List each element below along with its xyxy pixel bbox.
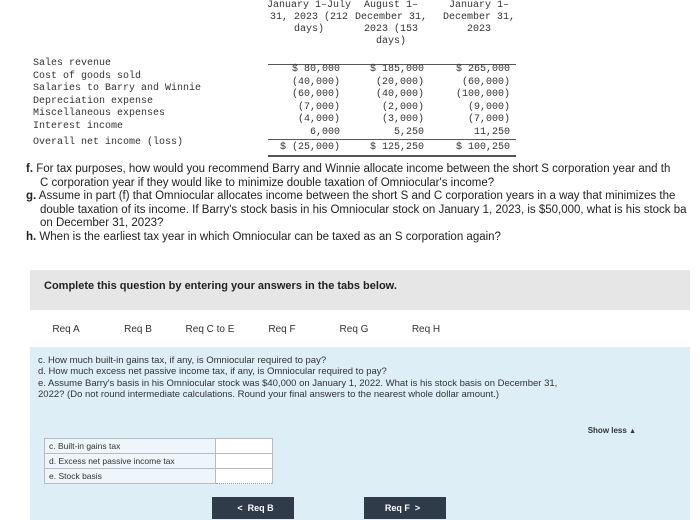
- cell-value: $ 80,000: [291, 64, 340, 75]
- header-line: 2023 (153 days): [363, 24, 418, 47]
- cell-value: (100,000): [455, 89, 510, 100]
- built-in-gains-tax-input[interactable]: [216, 439, 272, 453]
- cell-value: (60,000): [291, 89, 340, 100]
- answer-cell: [216, 469, 273, 484]
- question-line: C corporation year if they would like to minimize double taxation of Omniocular's income?: [40, 176, 495, 189]
- cell-value: (3,000): [381, 114, 424, 125]
- question-line: on December 31, 2023?: [40, 217, 164, 230]
- caret-up-icon: ▲: [629, 428, 636, 435]
- row-label-net-income: Overall net income (loss): [33, 137, 184, 148]
- row-label-sales-revenue: Sales revenue: [33, 58, 112, 69]
- next-button-label: Req F: [384, 503, 410, 513]
- cell-value: (40,000): [291, 76, 340, 88]
- instruction-text: Complete this question by entering your answers in the tabs below.: [44, 280, 397, 292]
- cell-value: (2,000): [381, 101, 424, 113]
- instruction-bar: [30, 270, 690, 310]
- tab-req-c-to-e[interactable]: Req C to E: [174, 311, 246, 349]
- cell-value: $ (25,000): [279, 141, 340, 153]
- row-label-cogs: Cost of goods sold: [33, 70, 142, 82]
- cell-value: 11,250: [473, 126, 510, 138]
- header-line: January 1–July: [266, 0, 351, 11]
- tab-req-g[interactable]: Req G: [339, 323, 369, 335]
- question-h: [26, 231, 700, 245]
- next-req-f-button[interactable]: [364, 497, 446, 519]
- header-line: January 1–: [448, 0, 509, 11]
- cell-value: (20,000): [375, 76, 424, 88]
- row-label-interest-income: Interest income: [33, 120, 124, 132]
- requirement-line: e. Assume Barry's basis in his Omniocular stock was $40,000 on January 1, 2022. What is his stock basis on December 31,: [38, 377, 558, 389]
- excess-net-passive-income-tax-input[interactable]: [216, 454, 272, 468]
- answer-label-built-in-gains-tax: c. Built-in gains tax: [45, 439, 216, 454]
- cell-value: $ 185,000: [369, 64, 424, 75]
- header-line: 31, 2023 (212: [269, 12, 348, 23]
- table-row: [45, 469, 273, 484]
- cell-value: $ 100,250: [455, 141, 510, 153]
- prev-button-label: Req B: [247, 503, 274, 513]
- cell-value: 6,000: [309, 126, 340, 138]
- tab-req-h[interactable]: Req H: [411, 323, 441, 335]
- stock-basis-input[interactable]: [216, 469, 272, 483]
- question-line: double taxation of its income. If Barry's stock basis in his Omniocular stock on January 1, 2023, is $50,000, what is his stock ba: [40, 203, 687, 216]
- answer-label-stock-basis: e. Stock basis: [45, 469, 216, 484]
- column-header-full-year: [438, 0, 520, 66]
- show-less-link[interactable]: [588, 426, 636, 435]
- question-letter: f.: [26, 163, 34, 175]
- cell-value: (9,000): [467, 101, 510, 113]
- requirement-line: d. How much excess net passive income tax, if any, is Omniocular required to pay?: [38, 366, 387, 378]
- column-header-aug-dec: [350, 0, 432, 66]
- question-line: For tax purposes, how would you recommend Barry and Winnie allocate income between the short S corporation year and th: [33, 163, 671, 175]
- header-line: December 31,: [354, 12, 427, 23]
- question-g: [26, 190, 700, 204]
- requirement-tabs: [30, 311, 690, 347]
- requirement-line: 2022? (Do not round intermediate calculations. Round your final answers to the nearest whole dollar amount.): [38, 389, 500, 401]
- row-label-depreciation: Depreciation expense: [33, 95, 154, 107]
- cell-value: (40,000): [375, 89, 424, 100]
- question-line: Assume in part (f) that Omniocular allocates income between the short S and C corporation years in a way that minimizes the: [36, 190, 676, 203]
- tab-content-panel: [30, 347, 690, 520]
- chevron-left-icon: <: [237, 503, 243, 513]
- table-rule: [268, 139, 516, 140]
- question-letter: h.: [26, 230, 37, 243]
- tab-req-a[interactable]: Req A: [52, 323, 80, 335]
- header-line: days): [293, 24, 324, 35]
- row-label-salaries: Salaries to Barry and Winnie: [33, 83, 202, 94]
- header-line: August 1–: [363, 0, 418, 11]
- question-text: [26, 163, 700, 245]
- answer-cell: [216, 439, 273, 454]
- cell-value: (4,000): [297, 114, 340, 125]
- table-double-rule: [268, 155, 516, 157]
- cell-value: (60,000): [461, 76, 510, 88]
- table-row: [45, 454, 273, 469]
- tab-req-f[interactable]: Req F: [268, 323, 296, 335]
- header-line: December 31,: [442, 12, 515, 23]
- question-f: [26, 163, 700, 177]
- chevron-right-icon: >: [414, 503, 421, 513]
- cell-value: 5,250: [393, 126, 424, 138]
- row-label-misc-expenses: Miscellaneous expenses: [33, 108, 166, 119]
- cell-value: $ 125,250: [369, 141, 424, 153]
- question-line: When is the earliest tax year in which Omniocular can be taxed as an S corporation again?: [36, 230, 501, 243]
- requirement-instructions: [38, 355, 678, 401]
- cell-value: (7,000): [297, 101, 340, 113]
- answer-label-excess-net-passive-income-tax: d. Excess net passive income tax: [45, 454, 216, 469]
- financial-table: [0, 0, 700, 160]
- column-header-jan-jul: [266, 0, 352, 66]
- show-less-label: Show less: [587, 426, 627, 435]
- header-line: 2023: [466, 24, 491, 35]
- table-row: [45, 439, 273, 454]
- answer-cell: [216, 454, 273, 469]
- prev-req-b-button[interactable]: [212, 497, 294, 519]
- cell-value: $ 265,000: [455, 64, 510, 75]
- question-letter: g.: [26, 190, 37, 203]
- tab-req-b[interactable]: Req B: [124, 323, 152, 335]
- requirement-line: c. How much built-in gains tax, if any, is Omniocular required to pay?: [38, 355, 327, 366]
- answer-table: [44, 438, 273, 484]
- cell-value: (7,000): [467, 114, 510, 125]
